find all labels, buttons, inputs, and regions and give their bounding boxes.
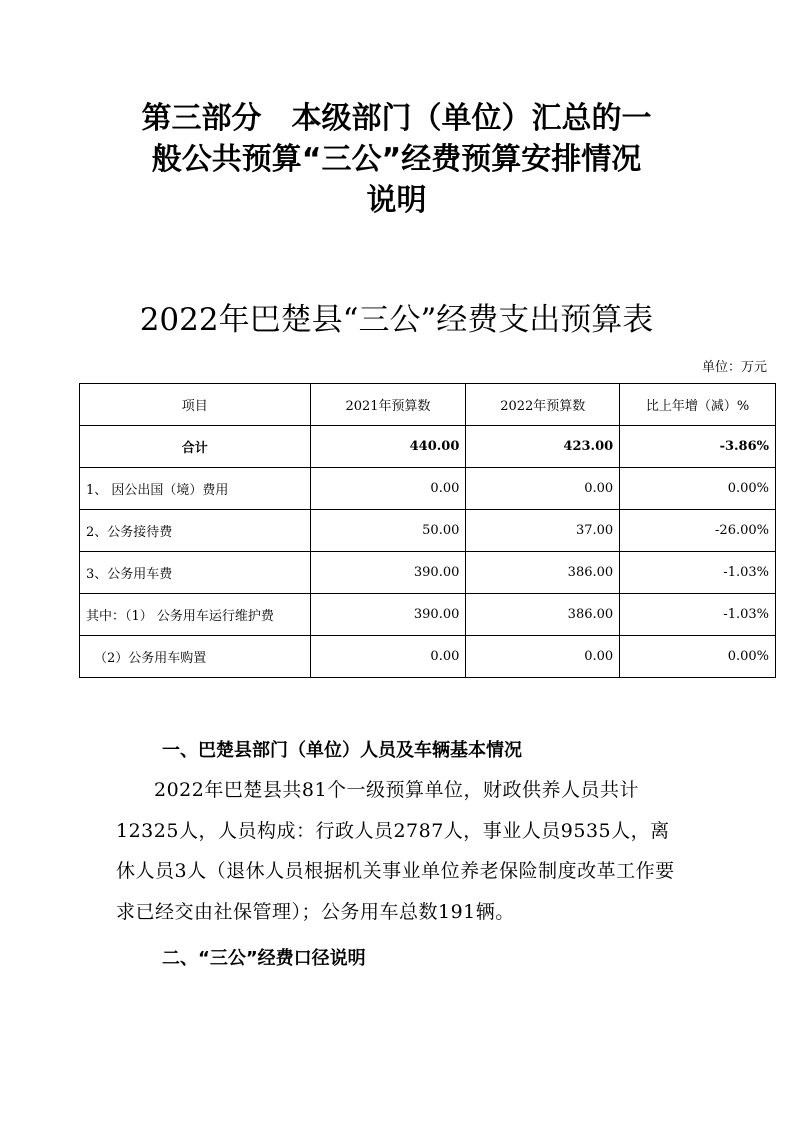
section1-paragraph: 2022年巴楚县共81个一级预算单位，财政供养人员共计12325人，人员构成：行政人员2787人，事业人员9535人，离休人员3人（退休人员根据机关事业单位养老保险制度改革工作要求已经交由社保管理）；公务用车总数191辆。	[116, 779, 675, 923]
row-2021: 0.00	[310, 468, 466, 510]
row-2022: 0.00	[466, 468, 620, 510]
row-label: 其中：（1） 公务用车运行维护费	[80, 594, 311, 636]
table-row	[80, 594, 776, 636]
row-2022: 386.00	[466, 552, 620, 594]
table-row	[80, 510, 776, 552]
row-change: 0.00%	[620, 636, 776, 678]
row-2021: 0.00	[310, 636, 466, 678]
row-2021: 440.00	[310, 426, 466, 468]
row-change: 0.00%	[620, 468, 776, 510]
row-2022: 423.00	[466, 426, 620, 468]
row-change: -26.00%	[620, 510, 776, 552]
table-row-total	[80, 426, 776, 468]
row-label: 3、公务用车费	[80, 552, 311, 594]
header-2022: 2022年预算数	[466, 384, 620, 426]
table-row	[80, 636, 776, 678]
section1-heading: 一、巴楚县部门（单位）人员及车辆基本情况	[162, 740, 522, 761]
header-change: 比上年增（减）%	[620, 384, 776, 426]
document-title-line2: 般公共预算“三公”经费预算安排情况	[151, 142, 642, 177]
table-title: 2022年巴楚县“三公”经费支出预算表	[139, 302, 654, 338]
row-label: （2）公务用车购置	[80, 636, 311, 678]
row-change: -1.03%	[620, 552, 776, 594]
row-change: -1.03%	[620, 594, 776, 636]
row-label: 合计	[80, 426, 311, 468]
table-row	[80, 552, 776, 594]
row-2021: 390.00	[310, 594, 466, 636]
row-2022: 37.00	[466, 510, 620, 552]
document-title	[0, 98, 793, 221]
header-item: 项目	[80, 384, 311, 426]
row-2021: 390.00	[310, 552, 466, 594]
row-2022: 0.00	[466, 636, 620, 678]
row-2021: 50.00	[310, 510, 466, 552]
section2-heading: 二、“三公”经费口径说明	[162, 948, 366, 969]
header-2021: 2021年预算数	[310, 384, 466, 426]
row-change: -3.86%	[620, 426, 776, 468]
document-title-line1: 第三部分 本级部门（单位）汇总的一	[141, 101, 652, 136]
table-header-row	[80, 384, 776, 426]
table-row	[80, 468, 776, 510]
document-title-line3: 说明	[366, 183, 427, 218]
row-label: 2、公务接待费	[80, 510, 311, 552]
row-2022: 386.00	[466, 594, 620, 636]
row-label: 1、 因公出国（境）费用	[80, 468, 311, 510]
budget-table	[79, 383, 776, 678]
unit-label: 单位：万元	[701, 360, 767, 375]
